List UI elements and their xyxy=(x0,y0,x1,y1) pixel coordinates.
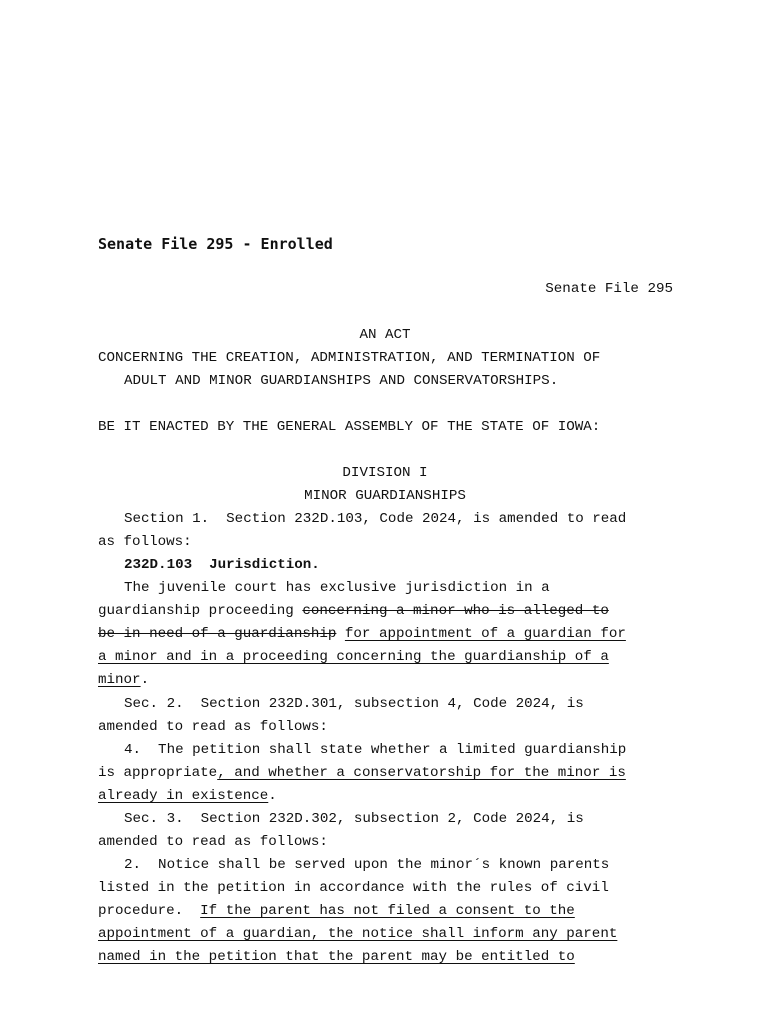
act-subject-line-2: ADULT AND MINOR GUARDIANSHIPS AND CONSERVATORSHIPS. xyxy=(124,373,559,389)
section-3-intro: Sec. 3. Section 232D.302, subsection 2, Code 2024, is xyxy=(124,811,584,827)
inserted-text: named in the petition that the parent may be entitled to xyxy=(98,949,575,965)
section-2-body-line xyxy=(98,786,277,806)
inserted-text: minor xyxy=(98,672,141,688)
act-heading: AN ACT xyxy=(359,327,411,343)
struck-text: concerning a minor who is alleged to xyxy=(302,603,609,619)
inserted-text: , and whether a conservatorship for the minor is xyxy=(217,765,626,781)
section-3-body-line: 2. Notice shall be served upon the minor´s known parents xyxy=(124,857,610,873)
inserted-text: appointment of a guardian, the notice shall inform any parent xyxy=(98,926,618,942)
section-3-body-line xyxy=(98,924,617,944)
section-2-body-line: 4. The petition shall state whether a limited guardianship xyxy=(124,742,627,758)
plain-text: is appropriate xyxy=(98,765,218,781)
section-3-body-line xyxy=(98,947,575,967)
document-title: Senate File 295 - Enrolled xyxy=(98,235,333,253)
section-3-intro-cont: amended to read as follows: xyxy=(98,834,328,850)
act-subject-line-1: CONCERNING THE CREATION, ADMINISTRATION, AND TERMINATION OF xyxy=(98,350,601,366)
division-name: MINOR GUARDIANSHIPS xyxy=(304,488,466,504)
enacting-clause: BE IT ENACTED BY THE GENERAL ASSEMBLY OF THE STATE OF IOWA: xyxy=(98,419,601,435)
section-1-body-line xyxy=(98,624,626,644)
inserted-text: already in existence xyxy=(98,788,269,804)
plain-text: procedure. xyxy=(98,903,201,919)
section-3-body-line xyxy=(98,901,575,921)
section-2-body-line xyxy=(98,763,626,783)
section-1-body-line: The juvenile court has exclusive jurisdiction in a xyxy=(124,580,550,596)
section-1-body-line xyxy=(98,601,609,621)
plain-text xyxy=(336,626,345,642)
division-number: DIVISION I xyxy=(342,465,428,481)
section-1-intro: Section 1. Section 232D.103, Code 2024, is amended to read xyxy=(124,511,627,527)
inserted-text: If the parent has not filed a consent to the xyxy=(200,903,575,919)
section-2-intro-cont: amended to read as follows: xyxy=(98,719,328,735)
plain-text: . xyxy=(268,788,277,804)
file-reference: Senate File 295 xyxy=(545,281,673,297)
plain-text: . xyxy=(140,672,150,688)
struck-text: be in need of a guardianship xyxy=(98,626,337,642)
section-heading-232d103: 232D.103 Jurisdiction. xyxy=(124,557,320,573)
section-1-intro-cont: as follows: xyxy=(98,534,192,550)
section-2-intro: Sec. 2. Section 232D.301, subsection 4, Code 2024, is xyxy=(124,696,584,712)
section-1-body-line xyxy=(98,647,609,667)
plain-text: guardianship proceeding xyxy=(98,603,303,619)
inserted-text: a minor and in a proceeding concerning the guardianship of a xyxy=(98,649,609,665)
inserted-text: for appointment of a guardian for xyxy=(344,626,626,642)
section-1-body-line xyxy=(98,670,149,690)
section-3-body-line: listed in the petition in accordance with the rules of civil xyxy=(98,880,609,896)
